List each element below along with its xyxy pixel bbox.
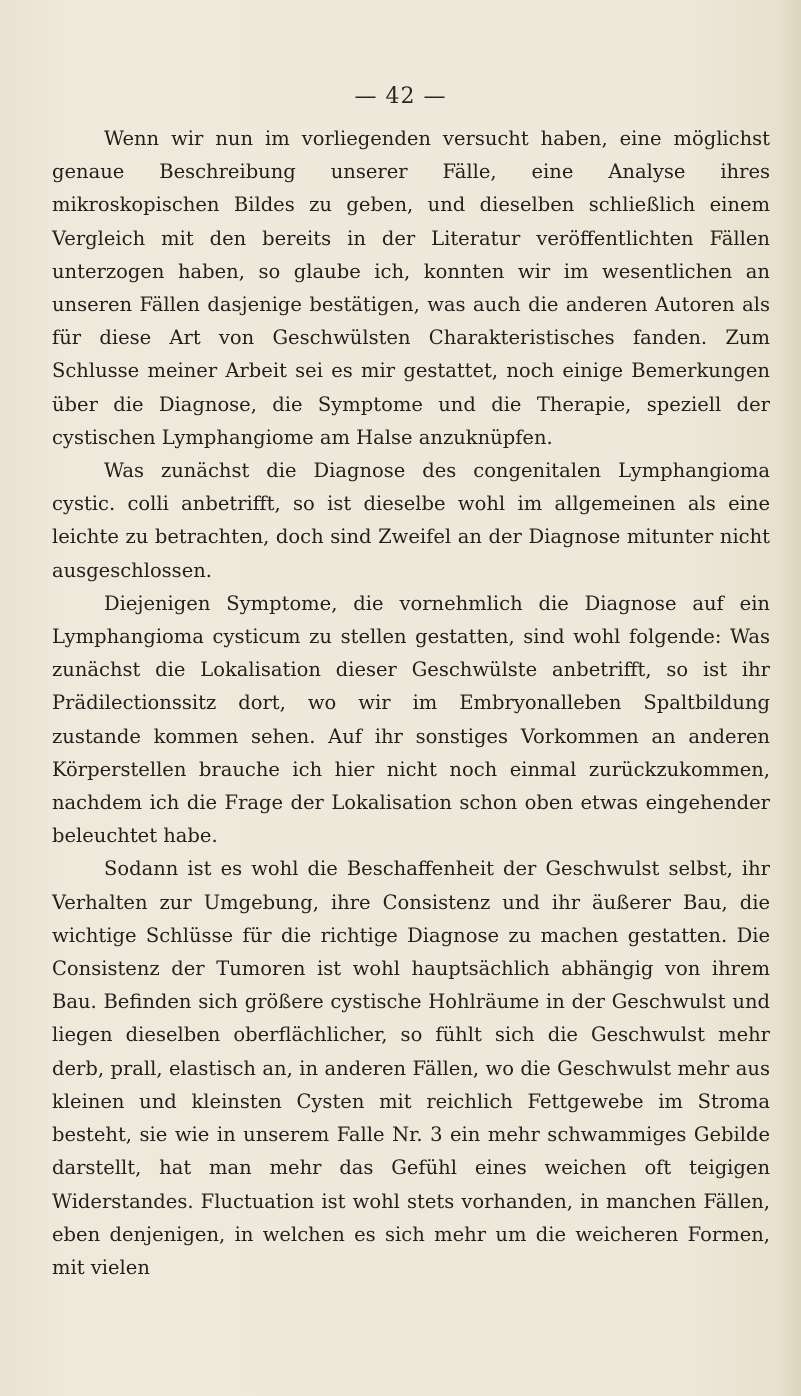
page-number: — 42 — xyxy=(354,84,447,109)
paragraph-2: Was zunächst die Diagnose des congenitalen Lymphangioma cystic. colli anbetrifft, so ist dieselbe wohl im allgemeinen als eine leichte zu betrachten, doch sind Zweifel an der Diagnose mitunter nicht ausgeschlossen. xyxy=(52,459,770,582)
paragraph-4: Sodann ist es wohl die Beschaffenheit der Geschwulst selbst, ihr Verhalten zur Umgebung, ihre Consistenz und ihr äußerer Bau, die wichtige Schlüsse für die richtige Diagnose zu machen gestatten. Die Consistenz der Tumoren ist wohl hauptsächlich abhängig von ihrem Bau. Befinden sich größere cystische Hohlräume in der Geschwulst und liegen dieselben oberflächlicher, so fühlt sich die Geschwulst mehr derb, prall, elastisch an, in anderen Fällen, wo die Geschwulst mehr aus kleinen und kleinsten Cysten mit reichlich Fettgewebe im Stroma besteht, sie wie in unserem Falle Nr. 3 ein mehr schwammiges Gebilde darstellt, hat man mehr das Gefühl eines weichen oft teigigen Widerstandes. Fluctuation ist wohl stets vorhanden, in manchen Fällen, eben denjenigen, in welchen es sich mehr um die weicheren Formen, mit vielen xyxy=(52,857,770,1279)
paragraph-1: Wenn wir nun im vorliegenden versucht haben, eine möglichst genaue Beschreibung unserer Fälle, eine Analyse ihres mikroskopischen Bildes zu geben, und dieselben schließlich einem Vergleich mit den bereits in der Literatur veröffentlichten Fällen unterzogen haben, so glaube ich, konnten wir im wesentlichen an unseren Fällen dasjenige bestätigen, was auch die anderen Autoren als für diese Art von Geschwülsten Charakteristisches fanden. Zum Schlusse meiner Arbeit sei es mir gestattet, noch einige Bemerkungen über die Diagnose, die Symptome und die Therapie, speziell der cystischen Lymphangiome am Halse anzuknüpfen. xyxy=(52,127,770,449)
body-text xyxy=(52,122,770,1284)
paragraph-3: Diejenigen Symptome, die vornehmlich die Diagnose auf ein Lymphangioma cysticum zu stellen gestatten, sind wohl folgende: Was zunächst die Lokalisation dieser Geschwülste anbetrifft, so ist ihr Prädilectionssitz dort, wo wir im Embryonalleben Spaltbildung zustande kommen sehen. Auf ihr sonstiges Vorkommen an anderen Körperstellen brauche ich hier nicht noch einmal zurückzukommen, nachdem ich die Frage der Lokalisation schon oben etwas eingehender beleuchtet habe. xyxy=(52,591,770,848)
page-edge-shadow xyxy=(779,0,801,1396)
